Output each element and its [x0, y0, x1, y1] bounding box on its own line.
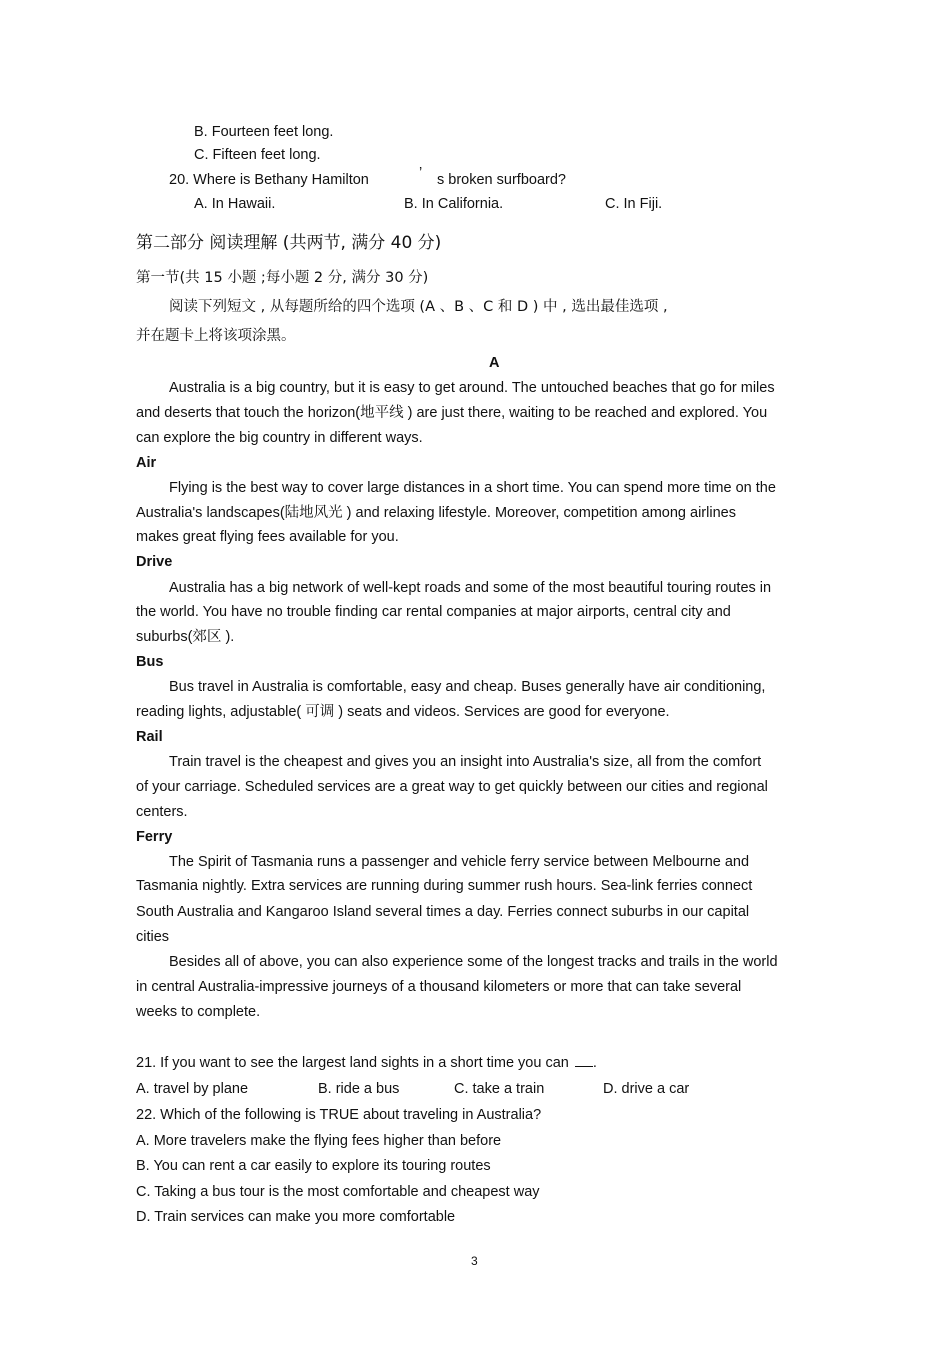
closing-line-3: weeks to complete.: [136, 1004, 261, 1020]
q19-option-c: C. Fifteen feet long.: [194, 147, 321, 163]
q20-option-b: B. In California.: [404, 196, 504, 212]
q22-option-b: B. You can rent a car easily to explore its touring routes: [136, 1158, 491, 1174]
q22-option-d: D. Train services can make you more comfortable: [136, 1209, 456, 1225]
q20-stem-part1: 20. Where is Bethany Hamilton: [169, 172, 369, 188]
drive-line-1: Australia has a big network of well-kept roads and some of the most beautiful touring routes in: [169, 580, 772, 596]
q21-option-b: B. ride a bus: [318, 1081, 400, 1097]
air-line-2: Australia's landscapes(陆地风光 ) and relaxing lifestyle. Moreover, competition among airlines: [136, 505, 736, 521]
bus-line-1: Bus travel in Australia is comfortable, easy and cheap. Buses generally have air conditioning,: [169, 679, 766, 695]
drive-heading: Drive: [136, 554, 173, 570]
answer-blank: [575, 1054, 593, 1067]
rail-line-1: Train travel is the cheapest and gives you an insight into Australia's size, all from the comfort: [169, 754, 762, 770]
ferry-line-4: cities: [136, 929, 170, 945]
q21-option-a: A. travel by plane: [136, 1081, 249, 1097]
drive-line-3: suburbs(郊区 ).: [136, 629, 235, 645]
rail-line-2: of your carriage. Scheduled services are a great way to get quickly between our cities and regional: [136, 779, 768, 795]
air-heading: Air: [136, 455, 157, 471]
ferry-line-3: South Australia and Kangaroo Island several times a day. Ferries connect suburbs in our capital: [136, 904, 750, 920]
section1-heading: 第一节(共 15 小题 ;每小题 2 分, 满分 30 分): [136, 270, 429, 286]
q21-option-c: C. take a train: [454, 1081, 545, 1097]
drive-line-2: the world. You have no trouble finding car rental companies at major airports, central city and: [136, 604, 731, 620]
passage-label: A: [489, 355, 500, 371]
ferry-line-2: Tasmania nightly. Extra services are running during summer rush hours. Sea-link ferries connect: [136, 878, 753, 894]
q20-option-c: C. In Fiji.: [605, 196, 663, 212]
intro-line-2: and deserts that touch the horizon(地平线 ) are just there, waiting to be reached and explored. You: [136, 405, 768, 421]
q20-option-a: A. In Hawaii.: [194, 196, 276, 212]
bus-heading: Bus: [136, 654, 164, 670]
intro-line-1: Australia is a big country, but it is easy to get around. The untouched beaches that go for miles: [169, 380, 775, 396]
q20-apostrophe: ’: [419, 165, 423, 181]
instruction-line-2: 并在题卡上将该项涂黑。: [136, 328, 296, 344]
q22-option-a: A. More travelers make the flying fees higher than before: [136, 1133, 502, 1149]
q21-stem-period: .: [592, 1055, 597, 1071]
q21-option-d: D. drive a car: [603, 1081, 690, 1097]
rail-line-3: centers.: [136, 804, 188, 820]
q21-stem-text: 21. If you want to see the largest land sights in a short time you can: [136, 1055, 569, 1071]
instruction-line-1: 阅读下列短文 , 从每题所给的四个选项 (A 、B 、C 和 D ) 中 , 选出最佳选项 ,: [169, 299, 668, 315]
q21-stem: [136, 1054, 597, 1072]
q22-option-c: C. Taking a bus tour is the most comfortable and cheapest way: [136, 1184, 540, 1200]
intro-line-3: can explore the big country in different ways.: [136, 430, 423, 446]
q22-stem: 22. Which of the following is TRUE about traveling in Australia?: [136, 1107, 542, 1123]
ferry-heading: Ferry: [136, 829, 173, 845]
closing-line-1: Besides all of above, you can also experience some of the longest tracks and trails in the world: [169, 954, 778, 970]
bus-line-2: reading lights, adjustable( 可调 ) seats and videos. Services are good for everyone.: [136, 704, 670, 720]
rail-heading: Rail: [136, 729, 163, 745]
closing-line-2: in central Australia-impressive journeys of a thousand kilometers or more that can take several: [136, 979, 742, 995]
air-line-1: Flying is the best way to cover large distances in a short time. You can spend more time on the: [169, 480, 776, 496]
q19-option-b: B. Fourteen feet long.: [194, 124, 334, 140]
air-line-3: makes great flying fees available for you.: [136, 529, 399, 545]
part2-heading: 第二部分 阅读理解 (共两节, 满分 40 分): [136, 233, 442, 253]
ferry-line-1: The Spirit of Tasmania runs a passenger and vehicle ferry service between Melbourne and: [169, 854, 750, 870]
page-number: 3: [471, 1254, 478, 1268]
q20-stem-part2: s broken surfboard?: [437, 172, 566, 188]
